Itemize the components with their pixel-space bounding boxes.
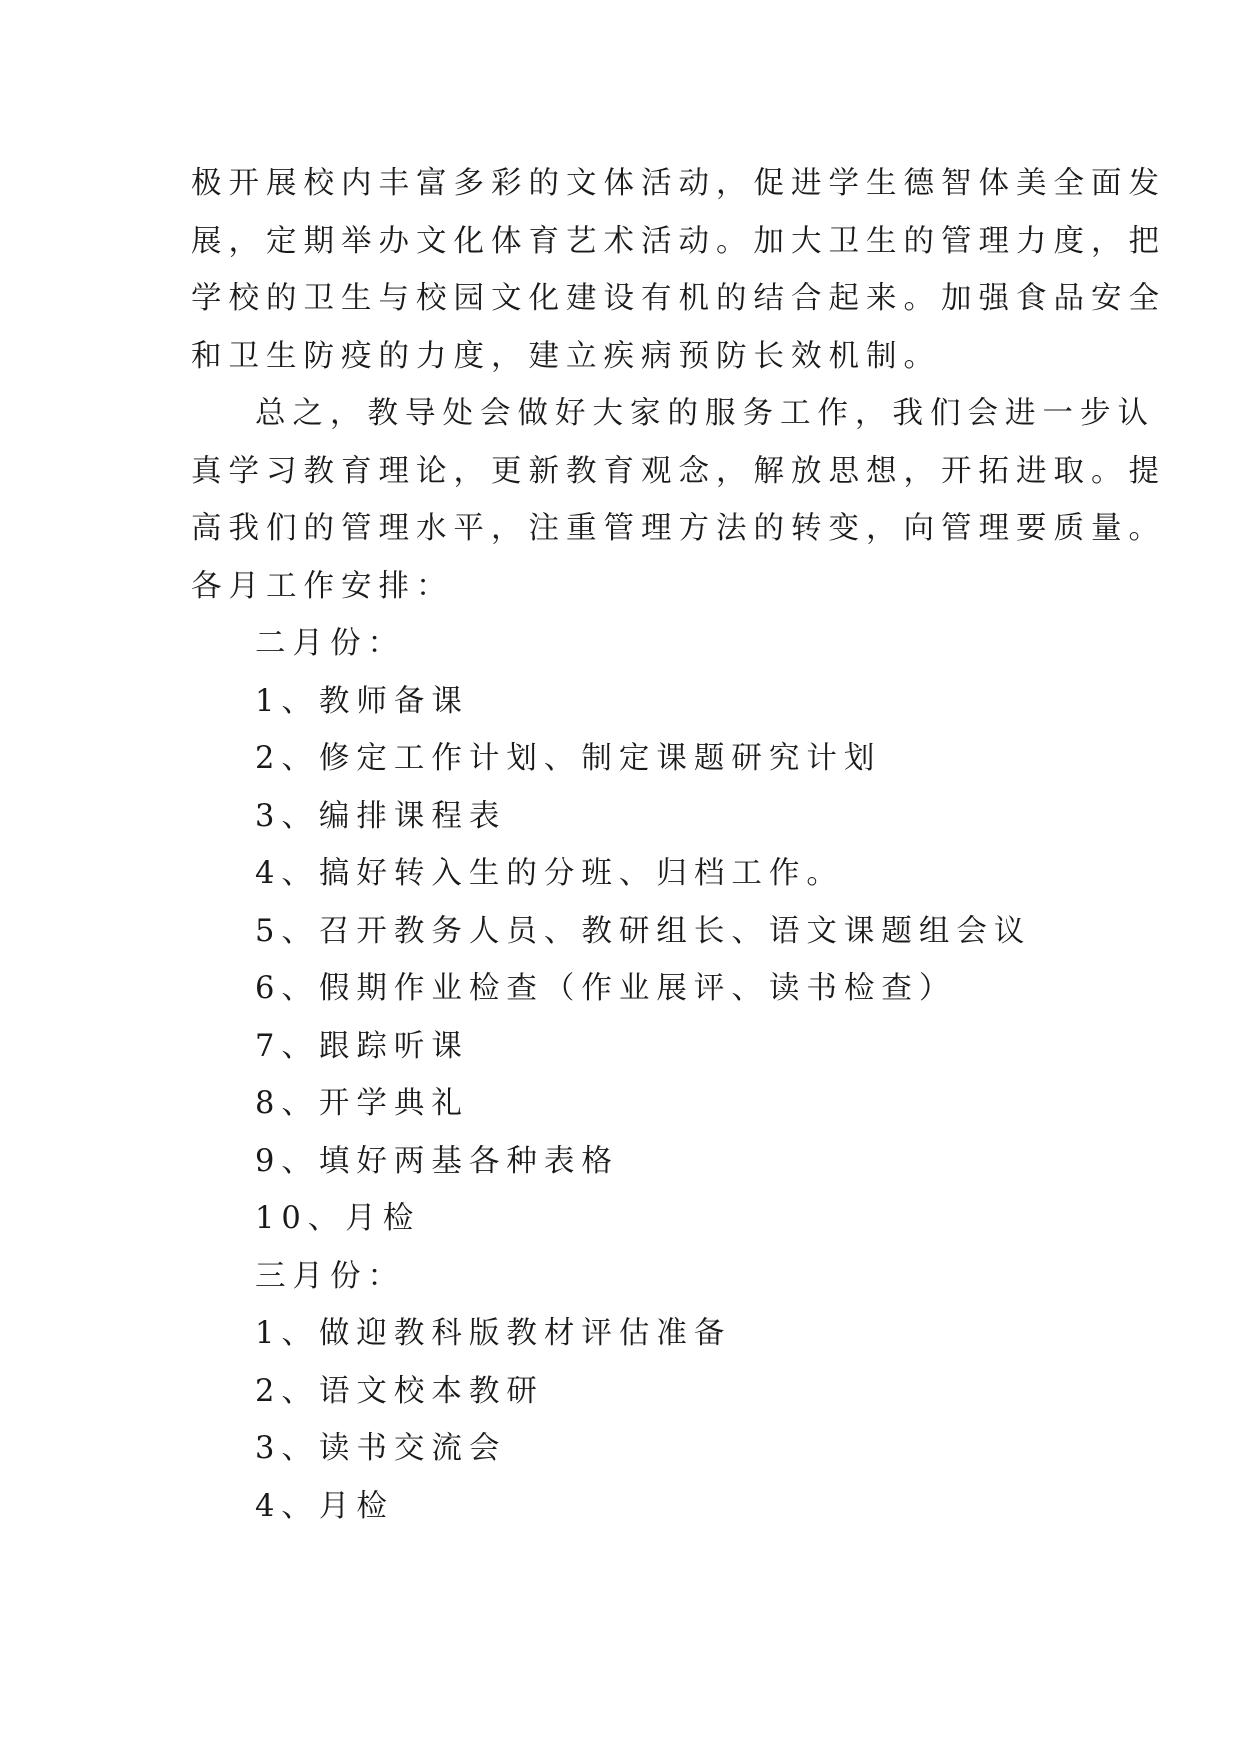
february-item: 4、搞好转入生的分班、归档工作。 [255, 856, 844, 891]
opening-paragraph-line-2: 展，定期举办文化体育艺术活动。加大卫生的管理力度，把 [191, 224, 1166, 259]
february-item: 5、召开教务人员、教研组长、语文课题组会议 [255, 914, 1032, 949]
february-heading: 二月份： [255, 626, 405, 661]
march-item: 3、读书交流会 [255, 1431, 507, 1466]
february-item: 3、编排课程表 [255, 799, 507, 834]
summary-paragraph-line-2: 真学习教育理论，更新教育观念，解放思想，开拓进取。提 [191, 454, 1166, 489]
schedule-heading: 各月工作安排： [191, 569, 454, 604]
february-item: 9、填好两基各种表格 [255, 1144, 619, 1179]
summary-paragraph-line-3: 高我们的管理水平，注重管理方法的转变，向管理要质量。 [191, 511, 1166, 546]
february-item: 6、假期作业检查（作业展评、读书检查） [255, 971, 957, 1006]
february-item: 10、月检 [255, 1201, 421, 1236]
march-item: 2、语文校本教研 [255, 1374, 544, 1409]
opening-paragraph-line-1: 极开展校内丰富多彩的文体活动，促进学生德智体美全面发 [191, 166, 1166, 201]
opening-paragraph-line-4: 和卫生防疫的力度，建立疾病预防长效机制。 [191, 339, 941, 374]
february-item: 2、修定工作计划、制定课题研究计划 [255, 741, 882, 776]
march-item: 1、做迎教科版教材评估准备 [255, 1316, 732, 1351]
opening-paragraph-line-3: 学校的卫生与校园文化建设有机的结合起来。加强食品安全 [191, 281, 1166, 316]
march-heading: 三月份： [255, 1259, 405, 1294]
february-item: 8、开学典礼 [255, 1086, 469, 1121]
summary-paragraph-line-1: 总之，教导处会做好大家的服务工作，我们会进一步认 [255, 396, 1155, 431]
march-item: 4、月检 [255, 1489, 394, 1524]
february-item: 1、教师备课 [255, 684, 469, 719]
february-item: 7、跟踪听课 [255, 1029, 469, 1064]
